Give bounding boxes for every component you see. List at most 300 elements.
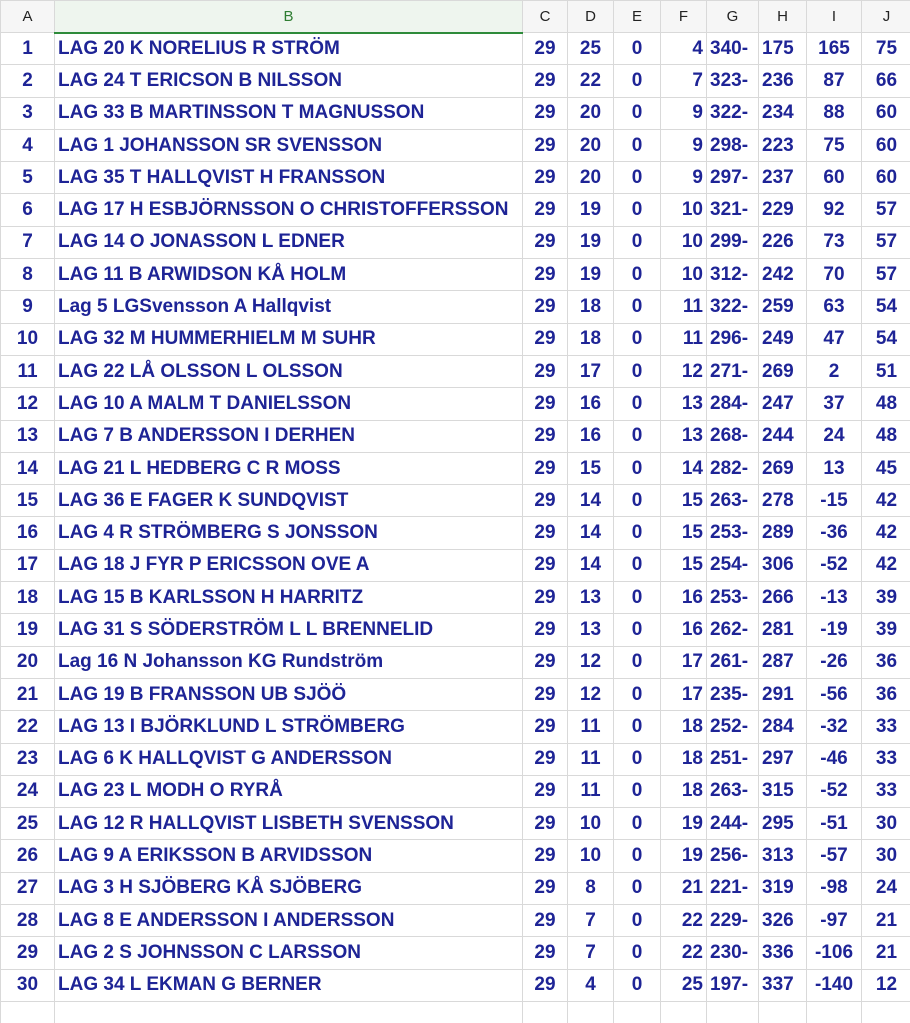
cell-lost[interactable]: 12 (661, 355, 707, 387)
cell-played[interactable]: 29 (523, 65, 568, 97)
column-header-f[interactable]: F (661, 1, 707, 33)
cell-drawn[interactable]: 0 (614, 291, 661, 323)
cell-points[interactable]: 33 (862, 775, 910, 807)
cell-drawn[interactable]: 0 (614, 646, 661, 678)
cell-drawn[interactable]: 0 (614, 678, 661, 710)
cell-drawn[interactable]: 0 (614, 420, 661, 452)
cell-score-for[interactable]: 321- (707, 194, 759, 226)
cell-lost[interactable]: 9 (661, 162, 707, 194)
cell-difference[interactable]: -19 (807, 614, 862, 646)
cell-won[interactable]: 16 (568, 388, 614, 420)
cell-rank[interactable]: 30 (1, 969, 55, 1001)
empty-cell[interactable] (862, 1001, 910, 1023)
cell-score-for[interactable]: 263- (707, 485, 759, 517)
cell-difference[interactable]: -97 (807, 905, 862, 937)
cell-difference[interactable]: -32 (807, 711, 862, 743)
cell-lost[interactable]: 21 (661, 872, 707, 904)
cell-score-for[interactable]: 299- (707, 226, 759, 258)
cell-points[interactable]: 42 (862, 517, 910, 549)
cell-lost[interactable]: 11 (661, 291, 707, 323)
cell-won[interactable]: 11 (568, 775, 614, 807)
cell-points[interactable]: 75 (862, 33, 910, 65)
cell-rank[interactable]: 8 (1, 259, 55, 291)
cell-drawn[interactable]: 0 (614, 355, 661, 387)
cell-rank[interactable]: 18 (1, 582, 55, 614)
cell-won[interactable]: 13 (568, 582, 614, 614)
cell-team[interactable]: LAG 8 E ANDERSSON I ANDERSSON (55, 905, 523, 937)
cell-played[interactable]: 29 (523, 743, 568, 775)
cell-score-for[interactable]: 284- (707, 388, 759, 420)
cell-points[interactable]: 57 (862, 194, 910, 226)
cell-points[interactable]: 66 (862, 65, 910, 97)
cell-played[interactable]: 29 (523, 323, 568, 355)
cell-difference[interactable]: -15 (807, 485, 862, 517)
cell-team[interactable]: Lag 5 LGSvensson A Hallqvist (55, 291, 523, 323)
cell-drawn[interactable]: 0 (614, 743, 661, 775)
cell-rank[interactable]: 12 (1, 388, 55, 420)
cell-won[interactable]: 20 (568, 129, 614, 161)
cell-score-against[interactable]: 234 (759, 97, 807, 129)
cell-score-against[interactable]: 319 (759, 872, 807, 904)
cell-won[interactable]: 14 (568, 517, 614, 549)
cell-score-against[interactable]: 287 (759, 646, 807, 678)
cell-score-against[interactable]: 247 (759, 388, 807, 420)
cell-score-for[interactable]: 340- (707, 33, 759, 65)
cell-drawn[interactable]: 0 (614, 517, 661, 549)
cell-rank[interactable]: 19 (1, 614, 55, 646)
cell-points[interactable]: 60 (862, 97, 910, 129)
cell-lost[interactable]: 14 (661, 452, 707, 484)
column-header-e[interactable]: E (614, 1, 661, 33)
cell-rank[interactable]: 13 (1, 420, 55, 452)
cell-played[interactable]: 29 (523, 485, 568, 517)
cell-lost[interactable]: 19 (661, 808, 707, 840)
cell-played[interactable]: 29 (523, 355, 568, 387)
cell-rank[interactable]: 9 (1, 291, 55, 323)
cell-drawn[interactable]: 0 (614, 485, 661, 517)
cell-team[interactable]: Lag 16 N Johansson KG Rundström (55, 646, 523, 678)
cell-lost[interactable]: 4 (661, 33, 707, 65)
cell-team[interactable]: LAG 9 A ERIKSSON B ARVIDSSON (55, 840, 523, 872)
cell-rank[interactable]: 21 (1, 678, 55, 710)
cell-rank[interactable]: 22 (1, 711, 55, 743)
cell-difference[interactable]: -52 (807, 775, 862, 807)
cell-team[interactable]: LAG 17 H ESBJÖRNSSON O CHRISTOFFERSSON (55, 194, 523, 226)
cell-played[interactable]: 29 (523, 905, 568, 937)
cell-score-for[interactable]: 244- (707, 808, 759, 840)
cell-score-against[interactable]: 278 (759, 485, 807, 517)
cell-rank[interactable]: 26 (1, 840, 55, 872)
cell-points[interactable]: 39 (862, 614, 910, 646)
cell-played[interactable]: 29 (523, 517, 568, 549)
cell-rank[interactable]: 28 (1, 905, 55, 937)
cell-points[interactable]: 21 (862, 937, 910, 969)
cell-won[interactable]: 17 (568, 355, 614, 387)
cell-points[interactable]: 39 (862, 582, 910, 614)
cell-score-against[interactable]: 242 (759, 259, 807, 291)
cell-team[interactable]: LAG 15 B KARLSSON H HARRITZ (55, 582, 523, 614)
cell-score-for[interactable]: 271- (707, 355, 759, 387)
cell-score-for[interactable]: 221- (707, 872, 759, 904)
cell-team[interactable]: LAG 13 I BJÖRKLUND L STRÖMBERG (55, 711, 523, 743)
empty-cell[interactable] (55, 1001, 523, 1023)
cell-lost[interactable]: 17 (661, 678, 707, 710)
cell-drawn[interactable]: 0 (614, 775, 661, 807)
cell-score-against[interactable]: 244 (759, 420, 807, 452)
cell-score-against[interactable]: 226 (759, 226, 807, 258)
cell-difference[interactable]: -13 (807, 582, 862, 614)
cell-lost[interactable]: 25 (661, 969, 707, 1001)
cell-drawn[interactable]: 0 (614, 549, 661, 581)
cell-played[interactable]: 29 (523, 194, 568, 226)
cell-played[interactable]: 29 (523, 614, 568, 646)
cell-drawn[interactable]: 0 (614, 226, 661, 258)
cell-difference[interactable]: 2 (807, 355, 862, 387)
cell-score-for[interactable]: 254- (707, 549, 759, 581)
cell-difference[interactable]: -140 (807, 969, 862, 1001)
cell-played[interactable]: 29 (523, 420, 568, 452)
cell-score-for[interactable]: 298- (707, 129, 759, 161)
cell-lost[interactable]: 13 (661, 420, 707, 452)
cell-score-against[interactable]: 306 (759, 549, 807, 581)
cell-difference[interactable]: 75 (807, 129, 862, 161)
cell-drawn[interactable]: 0 (614, 194, 661, 226)
cell-lost[interactable]: 15 (661, 485, 707, 517)
cell-played[interactable]: 29 (523, 937, 568, 969)
cell-won[interactable]: 4 (568, 969, 614, 1001)
cell-lost[interactable]: 10 (661, 194, 707, 226)
cell-rank[interactable]: 25 (1, 808, 55, 840)
cell-drawn[interactable]: 0 (614, 97, 661, 129)
cell-points[interactable]: 33 (862, 743, 910, 775)
cell-points[interactable]: 42 (862, 485, 910, 517)
cell-won[interactable]: 13 (568, 614, 614, 646)
cell-won[interactable]: 18 (568, 291, 614, 323)
cell-score-for[interactable]: 253- (707, 517, 759, 549)
cell-drawn[interactable]: 0 (614, 452, 661, 484)
empty-cell[interactable] (759, 1001, 807, 1023)
cell-team[interactable]: LAG 1 JOHANSSON SR SVENSSON (55, 129, 523, 161)
cell-team[interactable]: LAG 10 A MALM T DANIELSSON (55, 388, 523, 420)
cell-score-against[interactable]: 281 (759, 614, 807, 646)
cell-score-against[interactable]: 229 (759, 194, 807, 226)
cell-score-for[interactable]: 261- (707, 646, 759, 678)
cell-score-for[interactable]: 230- (707, 937, 759, 969)
cell-drawn[interactable]: 0 (614, 969, 661, 1001)
cell-rank[interactable]: 29 (1, 937, 55, 969)
cell-drawn[interactable]: 0 (614, 259, 661, 291)
cell-team[interactable]: LAG 31 S SÖDERSTRÖM L L BRENNELID (55, 614, 523, 646)
column-header-j[interactable]: J (862, 1, 910, 33)
cell-team[interactable]: LAG 11 B ARWIDSON KÅ HOLM (55, 259, 523, 291)
cell-points[interactable]: 48 (862, 388, 910, 420)
cell-score-against[interactable]: 326 (759, 905, 807, 937)
cell-lost[interactable]: 10 (661, 226, 707, 258)
cell-score-against[interactable]: 249 (759, 323, 807, 355)
cell-difference[interactable]: -106 (807, 937, 862, 969)
column-header-b[interactable]: B (55, 1, 523, 33)
cell-score-for[interactable]: 252- (707, 711, 759, 743)
cell-drawn[interactable]: 0 (614, 808, 661, 840)
cell-drawn[interactable]: 0 (614, 872, 661, 904)
empty-cell[interactable] (707, 1001, 759, 1023)
cell-won[interactable]: 11 (568, 743, 614, 775)
cell-rank[interactable]: 16 (1, 517, 55, 549)
cell-points[interactable]: 24 (862, 872, 910, 904)
cell-won[interactable]: 19 (568, 259, 614, 291)
cell-won[interactable]: 7 (568, 905, 614, 937)
cell-won[interactable]: 7 (568, 937, 614, 969)
cell-played[interactable]: 29 (523, 226, 568, 258)
cell-score-for[interactable]: 282- (707, 452, 759, 484)
cell-drawn[interactable]: 0 (614, 129, 661, 161)
cell-lost[interactable]: 18 (661, 711, 707, 743)
empty-cell[interactable] (568, 1001, 614, 1023)
cell-score-for[interactable]: 268- (707, 420, 759, 452)
cell-team[interactable]: LAG 32 M HUMMERHIELM M SUHR (55, 323, 523, 355)
cell-rank[interactable]: 1 (1, 33, 55, 65)
cell-won[interactable]: 10 (568, 840, 614, 872)
cell-drawn[interactable]: 0 (614, 937, 661, 969)
cell-lost[interactable]: 9 (661, 97, 707, 129)
cell-drawn[interactable]: 0 (614, 582, 661, 614)
cell-played[interactable]: 29 (523, 388, 568, 420)
cell-drawn[interactable]: 0 (614, 614, 661, 646)
cell-won[interactable]: 18 (568, 323, 614, 355)
cell-points[interactable]: 36 (862, 646, 910, 678)
cell-score-for[interactable]: 256- (707, 840, 759, 872)
cell-drawn[interactable]: 0 (614, 840, 661, 872)
cell-points[interactable]: 57 (862, 259, 910, 291)
cell-difference[interactable]: -36 (807, 517, 862, 549)
cell-team[interactable]: LAG 14 O JONASSON L EDNER (55, 226, 523, 258)
cell-won[interactable]: 25 (568, 33, 614, 65)
cell-score-against[interactable]: 284 (759, 711, 807, 743)
cell-score-for[interactable]: 235- (707, 678, 759, 710)
cell-rank[interactable]: 2 (1, 65, 55, 97)
cell-won[interactable]: 20 (568, 97, 614, 129)
cell-won[interactable]: 16 (568, 420, 614, 452)
cell-rank[interactable]: 20 (1, 646, 55, 678)
cell-score-against[interactable]: 297 (759, 743, 807, 775)
cell-difference[interactable]: 47 (807, 323, 862, 355)
cell-score-against[interactable]: 295 (759, 808, 807, 840)
empty-cell[interactable] (614, 1001, 661, 1023)
cell-played[interactable]: 29 (523, 33, 568, 65)
cell-lost[interactable]: 16 (661, 614, 707, 646)
cell-drawn[interactable]: 0 (614, 323, 661, 355)
cell-team[interactable]: LAG 18 J FYR P ERICSSON OVE A (55, 549, 523, 581)
column-header-c[interactable]: C (523, 1, 568, 33)
cell-won[interactable]: 19 (568, 194, 614, 226)
cell-played[interactable]: 29 (523, 969, 568, 1001)
cell-points[interactable]: 42 (862, 549, 910, 581)
cell-played[interactable]: 29 (523, 678, 568, 710)
cell-lost[interactable]: 16 (661, 582, 707, 614)
cell-difference[interactable]: -56 (807, 678, 862, 710)
cell-rank[interactable]: 15 (1, 485, 55, 517)
cell-points[interactable]: 30 (862, 840, 910, 872)
cell-score-against[interactable]: 259 (759, 291, 807, 323)
cell-lost[interactable]: 13 (661, 388, 707, 420)
cell-points[interactable]: 54 (862, 291, 910, 323)
cell-points[interactable]: 48 (862, 420, 910, 452)
cell-drawn[interactable]: 0 (614, 711, 661, 743)
column-header-i[interactable]: I (807, 1, 862, 33)
cell-played[interactable]: 29 (523, 259, 568, 291)
empty-cell[interactable] (807, 1001, 862, 1023)
cell-team[interactable]: LAG 19 B FRANSSON UB SJÖÖ (55, 678, 523, 710)
cell-rank[interactable]: 24 (1, 775, 55, 807)
cell-played[interactable]: 29 (523, 582, 568, 614)
cell-played[interactable]: 29 (523, 97, 568, 129)
cell-drawn[interactable]: 0 (614, 905, 661, 937)
cell-difference[interactable]: 24 (807, 420, 862, 452)
cell-drawn[interactable]: 0 (614, 33, 661, 65)
cell-won[interactable]: 11 (568, 711, 614, 743)
cell-drawn[interactable]: 0 (614, 388, 661, 420)
cell-points[interactable]: 57 (862, 226, 910, 258)
cell-rank[interactable]: 3 (1, 97, 55, 129)
cell-score-for[interactable]: 262- (707, 614, 759, 646)
cell-won[interactable]: 14 (568, 549, 614, 581)
cell-score-against[interactable]: 175 (759, 33, 807, 65)
cell-won[interactable]: 22 (568, 65, 614, 97)
empty-cell[interactable] (523, 1001, 568, 1023)
cell-lost[interactable]: 18 (661, 743, 707, 775)
cell-lost[interactable]: 11 (661, 323, 707, 355)
cell-difference[interactable]: -51 (807, 808, 862, 840)
cell-rank[interactable]: 11 (1, 355, 55, 387)
empty-cell[interactable] (661, 1001, 707, 1023)
cell-won[interactable]: 12 (568, 646, 614, 678)
cell-played[interactable]: 29 (523, 808, 568, 840)
cell-score-against[interactable]: 289 (759, 517, 807, 549)
column-header-h[interactable]: H (759, 1, 807, 33)
cell-points[interactable]: 21 (862, 905, 910, 937)
cell-difference[interactable]: 70 (807, 259, 862, 291)
cell-score-for[interactable]: 229- (707, 905, 759, 937)
cell-rank[interactable]: 7 (1, 226, 55, 258)
cell-lost[interactable]: 18 (661, 775, 707, 807)
cell-rank[interactable]: 6 (1, 194, 55, 226)
cell-rank[interactable]: 5 (1, 162, 55, 194)
cell-difference[interactable]: 63 (807, 291, 862, 323)
cell-difference[interactable]: 60 (807, 162, 862, 194)
cell-difference[interactable]: 87 (807, 65, 862, 97)
cell-lost[interactable]: 19 (661, 840, 707, 872)
cell-lost[interactable]: 15 (661, 517, 707, 549)
cell-difference[interactable]: 165 (807, 33, 862, 65)
cell-points[interactable]: 51 (862, 355, 910, 387)
cell-lost[interactable]: 10 (661, 259, 707, 291)
cell-points[interactable]: 33 (862, 711, 910, 743)
cell-won[interactable]: 8 (568, 872, 614, 904)
cell-score-for[interactable]: 263- (707, 775, 759, 807)
cell-lost[interactable]: 17 (661, 646, 707, 678)
cell-score-against[interactable]: 315 (759, 775, 807, 807)
column-header-a[interactable]: A (1, 1, 55, 33)
cell-lost[interactable]: 9 (661, 129, 707, 161)
column-header-g[interactable]: G (707, 1, 759, 33)
cell-played[interactable]: 29 (523, 549, 568, 581)
cell-rank[interactable]: 4 (1, 129, 55, 161)
cell-points[interactable]: 60 (862, 129, 910, 161)
cell-played[interactable]: 29 (523, 162, 568, 194)
cell-team[interactable]: LAG 20 K NORELIUS R STRÖM (55, 33, 523, 65)
cell-score-for[interactable]: 251- (707, 743, 759, 775)
cell-points[interactable]: 12 (862, 969, 910, 1001)
cell-score-for[interactable]: 296- (707, 323, 759, 355)
cell-score-against[interactable]: 269 (759, 355, 807, 387)
cell-difference[interactable]: -98 (807, 872, 862, 904)
cell-points[interactable]: 54 (862, 323, 910, 355)
cell-won[interactable]: 14 (568, 485, 614, 517)
cell-difference[interactable]: 73 (807, 226, 862, 258)
column-header-d[interactable]: D (568, 1, 614, 33)
cell-won[interactable]: 10 (568, 808, 614, 840)
empty-cell[interactable] (1, 1001, 55, 1023)
cell-lost[interactable]: 7 (661, 65, 707, 97)
cell-difference[interactable]: 13 (807, 452, 862, 484)
cell-difference[interactable]: 92 (807, 194, 862, 226)
cell-points[interactable]: 36 (862, 678, 910, 710)
cell-difference[interactable]: 37 (807, 388, 862, 420)
cell-difference[interactable]: -46 (807, 743, 862, 775)
cell-score-against[interactable]: 223 (759, 129, 807, 161)
cell-team[interactable]: LAG 24 T ERICSON B NILSSON (55, 65, 523, 97)
cell-lost[interactable]: 15 (661, 549, 707, 581)
cell-played[interactable]: 29 (523, 775, 568, 807)
cell-lost[interactable]: 22 (661, 905, 707, 937)
cell-difference[interactable]: -57 (807, 840, 862, 872)
cell-played[interactable]: 29 (523, 872, 568, 904)
cell-difference[interactable]: 88 (807, 97, 862, 129)
cell-lost[interactable]: 22 (661, 937, 707, 969)
cell-team[interactable]: LAG 21 L HEDBERG C R MOSS (55, 452, 523, 484)
cell-team[interactable]: LAG 4 R STRÖMBERG S JONSSON (55, 517, 523, 549)
cell-score-against[interactable]: 313 (759, 840, 807, 872)
cell-won[interactable]: 19 (568, 226, 614, 258)
cell-score-for[interactable]: 322- (707, 291, 759, 323)
cell-played[interactable]: 29 (523, 711, 568, 743)
cell-score-against[interactable]: 337 (759, 969, 807, 1001)
cell-team[interactable]: LAG 23 L MODH O RYRÅ (55, 775, 523, 807)
cell-rank[interactable]: 10 (1, 323, 55, 355)
cell-score-for[interactable]: 322- (707, 97, 759, 129)
cell-score-against[interactable]: 336 (759, 937, 807, 969)
cell-team[interactable]: LAG 2 S JOHNSSON C LARSSON (55, 937, 523, 969)
cell-played[interactable]: 29 (523, 646, 568, 678)
cell-played[interactable]: 29 (523, 840, 568, 872)
cell-won[interactable]: 12 (568, 678, 614, 710)
cell-played[interactable]: 29 (523, 129, 568, 161)
cell-rank[interactable]: 14 (1, 452, 55, 484)
cell-team[interactable]: LAG 22 LÅ OLSSON L OLSSON (55, 355, 523, 387)
cell-team[interactable]: LAG 3 H SJÖBERG KÅ SJÖBERG (55, 872, 523, 904)
cell-played[interactable]: 29 (523, 291, 568, 323)
cell-won[interactable]: 15 (568, 452, 614, 484)
cell-difference[interactable]: -26 (807, 646, 862, 678)
cell-rank[interactable]: 23 (1, 743, 55, 775)
cell-drawn[interactable]: 0 (614, 65, 661, 97)
cell-difference[interactable]: -52 (807, 549, 862, 581)
cell-score-for[interactable]: 197- (707, 969, 759, 1001)
cell-score-against[interactable]: 236 (759, 65, 807, 97)
cell-points[interactable]: 30 (862, 808, 910, 840)
cell-team[interactable]: LAG 35 T HALLQVIST H FRANSSON (55, 162, 523, 194)
cell-won[interactable]: 20 (568, 162, 614, 194)
